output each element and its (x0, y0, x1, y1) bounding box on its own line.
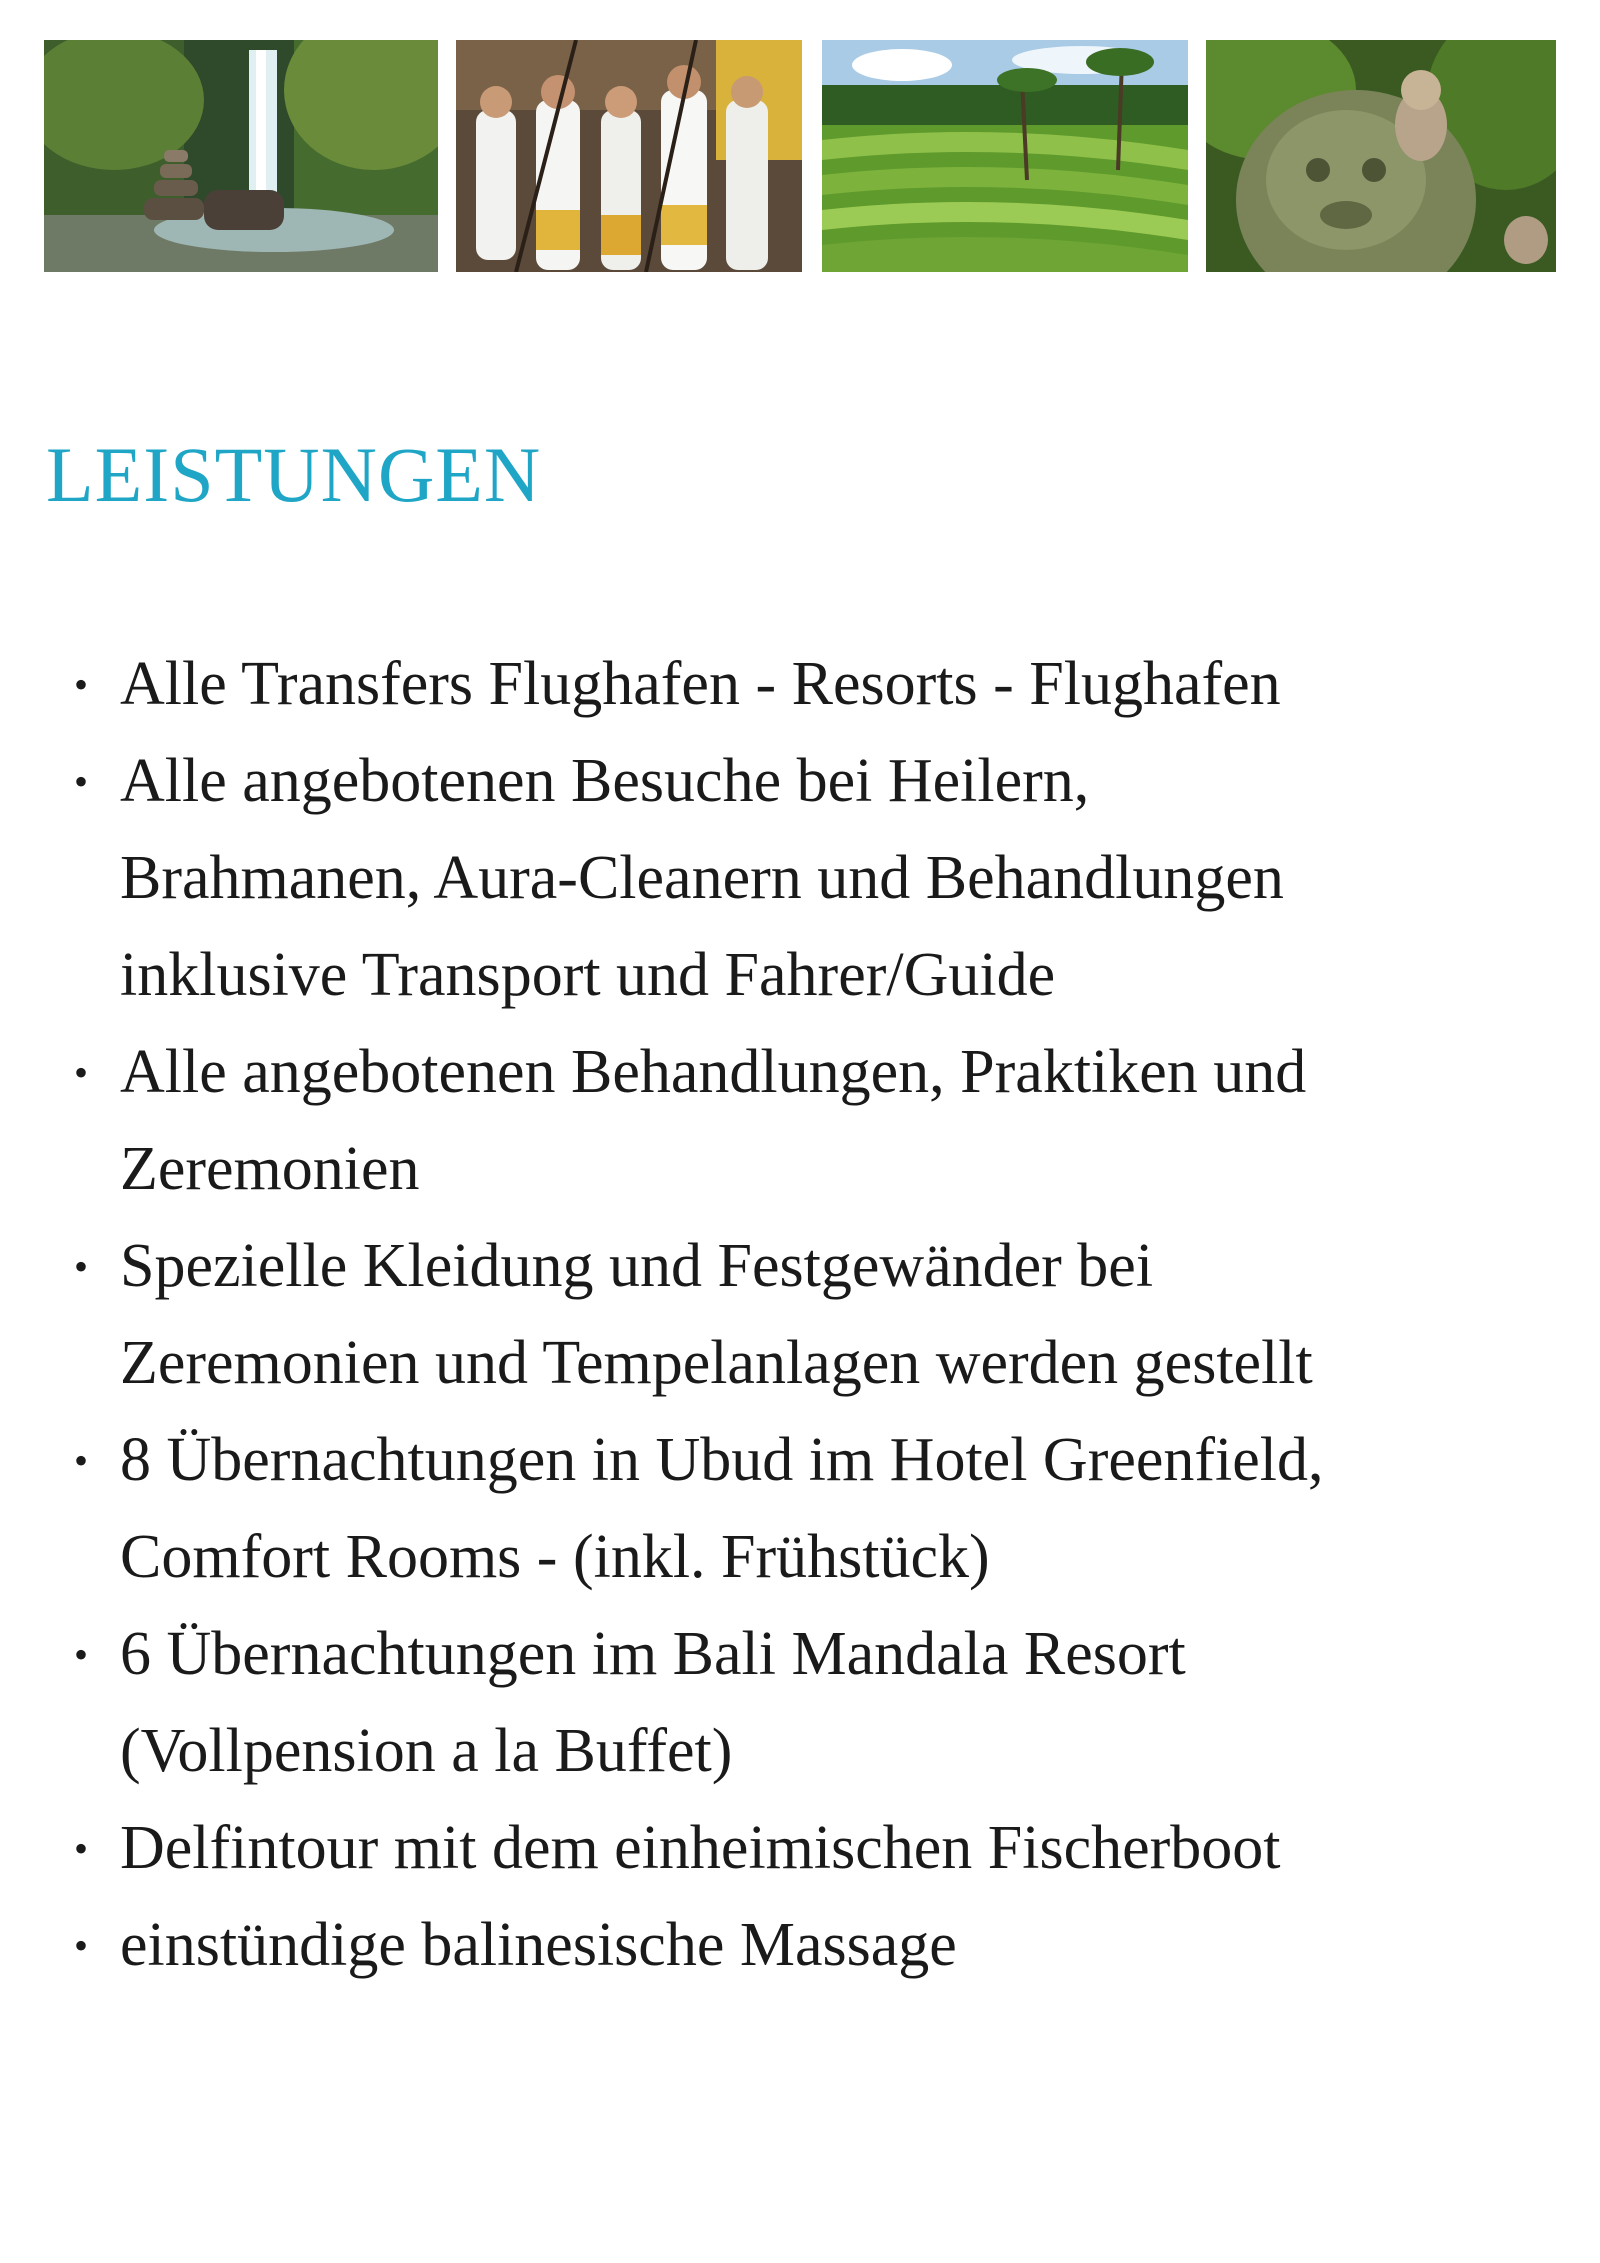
list-item-text: Zeremonien und Tempelanlagen werden gestellt (120, 1329, 1313, 1397)
list-item-text: Zeremonien (120, 1135, 420, 1203)
services-list (68, 636, 1588, 1994)
bullet-icon: • (74, 1923, 89, 1968)
list-item-text: Alle angebotenen Besuche bei Heilern, (120, 747, 1090, 815)
list-item-text: Spezielle Kleidung und Festgewänder bei (120, 1232, 1154, 1300)
list-item-text: Delfintour mit dem einheimischen Fischerboot (120, 1814, 1281, 1882)
list-item-text: Comfort Rooms - (inkl. Frühstück) (120, 1523, 990, 1591)
list-item-text: Brahmanen, Aura-Cleanern und Behandlungen (120, 844, 1284, 912)
list-item (68, 1897, 1588, 1994)
bullet-icon: • (74, 759, 89, 804)
list-item (68, 733, 1588, 1024)
photo-ceremony (456, 40, 802, 272)
list-item (68, 1218, 1588, 1412)
photo-rice-terraces (822, 40, 1188, 272)
list-item-text: Alle angebotenen Behandlungen, Praktiken und (120, 1038, 1307, 1106)
list-item (68, 1606, 1588, 1800)
list-item (68, 636, 1588, 733)
bullet-icon: • (74, 1438, 89, 1483)
list-item-text: 6 Übernachtungen im Bali Mandala Resort (120, 1620, 1186, 1688)
photo-monkey-statue (1206, 40, 1556, 272)
bullet-icon: • (74, 1244, 89, 1289)
section-heading: LEISTUNGEN (46, 431, 542, 518)
bullet-icon: • (74, 662, 89, 707)
bullet-icon: • (74, 1632, 89, 1677)
list-item-text: einstündige balinesische Massage (120, 1911, 957, 1979)
list-item-text: inklusive Transport und Fahrer/Guide (120, 941, 1056, 1009)
list-item-text: 8 Übernachtungen in Ubud im Hotel Greenfield, (120, 1426, 1324, 1494)
photo-waterfall (44, 40, 438, 272)
list-item-text: (Vollpension a la Buffet) (120, 1717, 733, 1785)
bullet-icon: • (74, 1826, 89, 1871)
list-item (68, 1024, 1588, 1218)
list-item (68, 1412, 1588, 1606)
list-item-text: Alle Transfers Flughafen - Resorts - Flughafen (120, 650, 1281, 718)
bullet-icon: • (74, 1050, 89, 1095)
list-item (68, 1800, 1588, 1897)
